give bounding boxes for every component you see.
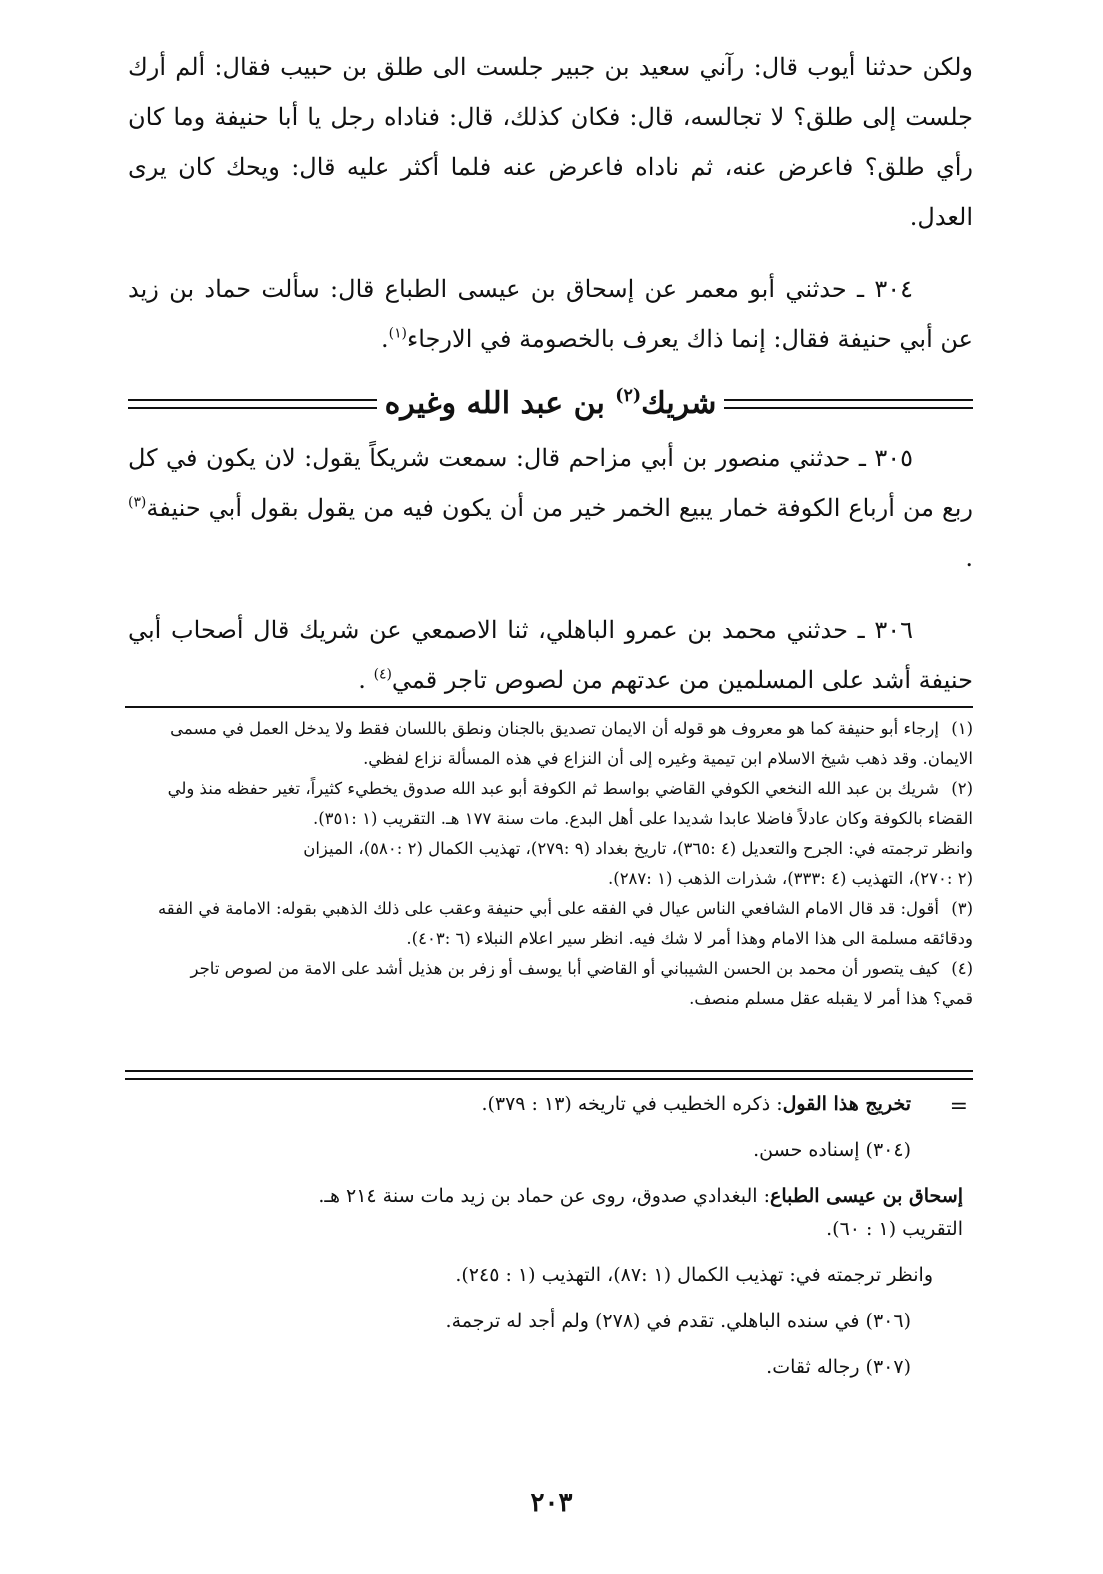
main-text (128, 42, 973, 705)
footnote-text: (٢ :٢٧٠)، التهذيب (٤ :٣٣٣)، شذرات الذهب (١ :٢٨٧). (608, 869, 973, 888)
equals-mark: = (949, 1094, 968, 1119)
footnote-text: الايمان. وقد ذهب شيخ الاسلام ابن تيمية وغيره إلى أن النزاع في هذه المسألة نزاع لفظي. (363, 749, 973, 768)
takhrij-line: إسحاق بن عيسى الطباع: البغدادي صدوق، روى عن حماد بن زيد مات سنة ٢١٤ هـ. (318, 1185, 963, 1207)
takhrij-line: (٣٠٧) رجاله ثقات. (766, 1356, 911, 1378)
takhrij-line: التقريب (١ : ٦٠). (826, 1218, 963, 1240)
takhrij-separator (125, 1070, 973, 1080)
takhrij-line: (٣٠٦) في سنده الباهلي. تقدم في (٢٧٨) ولم أجد له ترجمة. (445, 1310, 911, 1332)
takhrij-line: (٣٠٤) إسناده حسن. (753, 1139, 911, 1161)
paragraph-305: ٣٠٥ ـ حدثني منصور بن أبي مزاحم قال: سمعت شريكاً يقول: لان يكون في كل ربع من أرباع الكوفة خمار يبيع الخمر خير من أن يكون فيه من يقول بقول أبي حنيفة$^{(٣)}$ . (128, 444, 973, 572)
footnote-ref-2[interactable]: (٢) (615, 385, 642, 406)
paragraph-306: ٣٠٦ ـ حدثني محمد بن عمرو الباهلي، ثنا الاصمعي عن شريك قال أصحاب أبي حنيفة أشد على المسلمين من عدتهم من لصوص تاجر قمي$^{(٤)}$ . (128, 616, 973, 694)
page-number: ٢٠٣ (530, 1488, 573, 1518)
takhrij-line: = تخريج هذا القول: ذكره الخطيب في تاريخه (١٣ : ٣٧٩). (481, 1093, 968, 1119)
footnote-text: شريك بن عبد الله النخعي الكوفي القاضي بواسط ثم الكوفة أبو عبد الله صدوق يخطيء كثيراً، تغير حفظه منذ ولي (167, 779, 939, 798)
footnote-ref-4[interactable]: (٤) (373, 666, 392, 683)
heading-rule-left (128, 399, 377, 409)
footnote-number: (٢) (951, 779, 973, 798)
footnote-number: (١) (951, 719, 973, 738)
footnote-number: (٤) (951, 959, 973, 978)
takhrij-line: وانظر ترجمته في: تهذيب الكمال (١ :٨٧)، التهذيب (١ : ٢٤٥). (455, 1264, 933, 1286)
section-heading (128, 386, 973, 421)
heading-rule-right (724, 399, 973, 409)
footnote-text: قمي؟ هذا أمر لا يقبله عقل مسلم منصف. (689, 989, 973, 1008)
footnote-text: كيف يتصور أن محمد بن الحسن الشيباني أو القاضي أبا يوسف أو زفر بن هذيل أشد على الامة من لصوص تاجر (190, 959, 939, 978)
footnote-ref-1[interactable]: (١) (388, 325, 407, 342)
paragraph-intro: ولكن حدثنا أيوب قال: رآني سعيد بن جبير جلست الى طلق بن حبيب فقال: ألم أرك جلست إلى طلق؟ لا تجالسه، قال: فكان كذلك، قال: فناداه رجل يا أبا حنيفة وما كان رأي طلق؟ فاعرض عنه، ثم ناداه فاعرض عنه فلما أكثر عليه قال: ويحك كان يرى العدل. (128, 53, 974, 231)
footnotes (125, 714, 973, 1014)
takhrij-section (123, 1090, 968, 1399)
footnote-text: وانظر ترجمته في: الجرح والتعديل (٤ :٣٦٥)، تاريخ بغداد (٩ :٢٧٩)، تهذيب الكمال (٢ :٥٨٠)، الميزان (303, 839, 973, 858)
paragraph-304: ٣٠٤ ـ حدثني أبو معمر عن إسحاق بن عيسى الطباع قال: سألت حماد بن زيد عن أبي حنيفة فقال: إنما ذاك يعرف بالخصومة في الارجاء$^{(١)}$. (128, 275, 973, 353)
section-title: شريك$^{(٢)}$ بن عبد الله وغيره (384, 385, 717, 421)
footnote-text: القضاء بالكوفة وكان عادلاً فاضلا عابدا شديدا على أهل البدع. مات سنة ١٧٧ هـ. التقريب (١ :٣٥١). (312, 809, 973, 828)
footnote-4 (125, 954, 973, 984)
footnote-1 (125, 714, 973, 744)
footnote-text: ودقائقه مسلمة الى هذا الامام وهذا أمر لا شك فيه. انظر سير اعلام النبلاء (٦ :٤٠٣). (406, 929, 973, 948)
footnote-text: أقول: قد قال الامام الشافعي الناس عيال في الفقه على أبي حنيفة وعقب على ذلك الذهبي بقوله: الامامة في الفقه (157, 899, 939, 918)
footnote-separator (125, 706, 973, 708)
footnote-3 (125, 894, 973, 924)
footnote-text: إرجاء أبو حنيفة كما هو معروف هو قوله أن الايمان تصديق بالجنان ونطق باللسان فقط ولا يدخل العمل في مسمى (170, 719, 939, 738)
footnote-2 (125, 774, 973, 804)
footnote-number: (٣) (951, 899, 973, 918)
footnote-ref-3[interactable]: (٣) (128, 494, 147, 511)
